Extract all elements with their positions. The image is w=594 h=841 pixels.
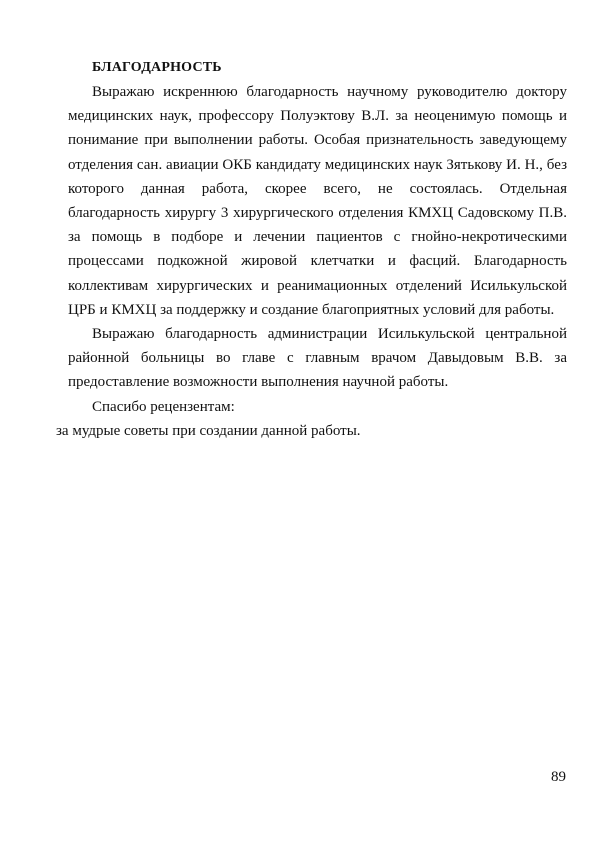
page-heading: БЛАГОДАРНОСТЬ xyxy=(92,60,222,75)
page-number: 89 xyxy=(551,769,566,785)
reviewers-thanks-line: Спасибо рецензентам: xyxy=(92,398,235,415)
page-content xyxy=(56,56,567,443)
acknowledgement-paragraph-2: Выражаю благодарность администрации Исилькульской центральной районной больницы во главе с главным врачом Давыдовым В.В. за предоставление возможности выполнения научной работы. xyxy=(68,326,567,391)
acknowledgement-paragraph-1: Выражаю искреннюю благодарность научному руководителю доктору медицинских наук, профессору Полуэктову В.Л. за неоценимую помощь и понимание при выполнении работы. Особая признательность заведующему отделения сан. авиации ОКБ кандидату медицинских наук Зятькову И. Н., без которого данная работа, скорее всего, не состоялась. Отдельная благодарность хирургу 3 хирургического отделения КМХЦ Садовскому П.В. за помощь в подборе и лечении пациентов с гнойно-некротическими процессами подкожной жировой клетчатки и фасций. Благодарность коллективам хирургических и реанимационных отделений Исилькульской ЦРБ и КМХЦ за поддержку и создание благоприятных условий для работы. xyxy=(68,84,567,318)
closing-line: за мудрые советы при создании данной работы. xyxy=(56,422,361,439)
